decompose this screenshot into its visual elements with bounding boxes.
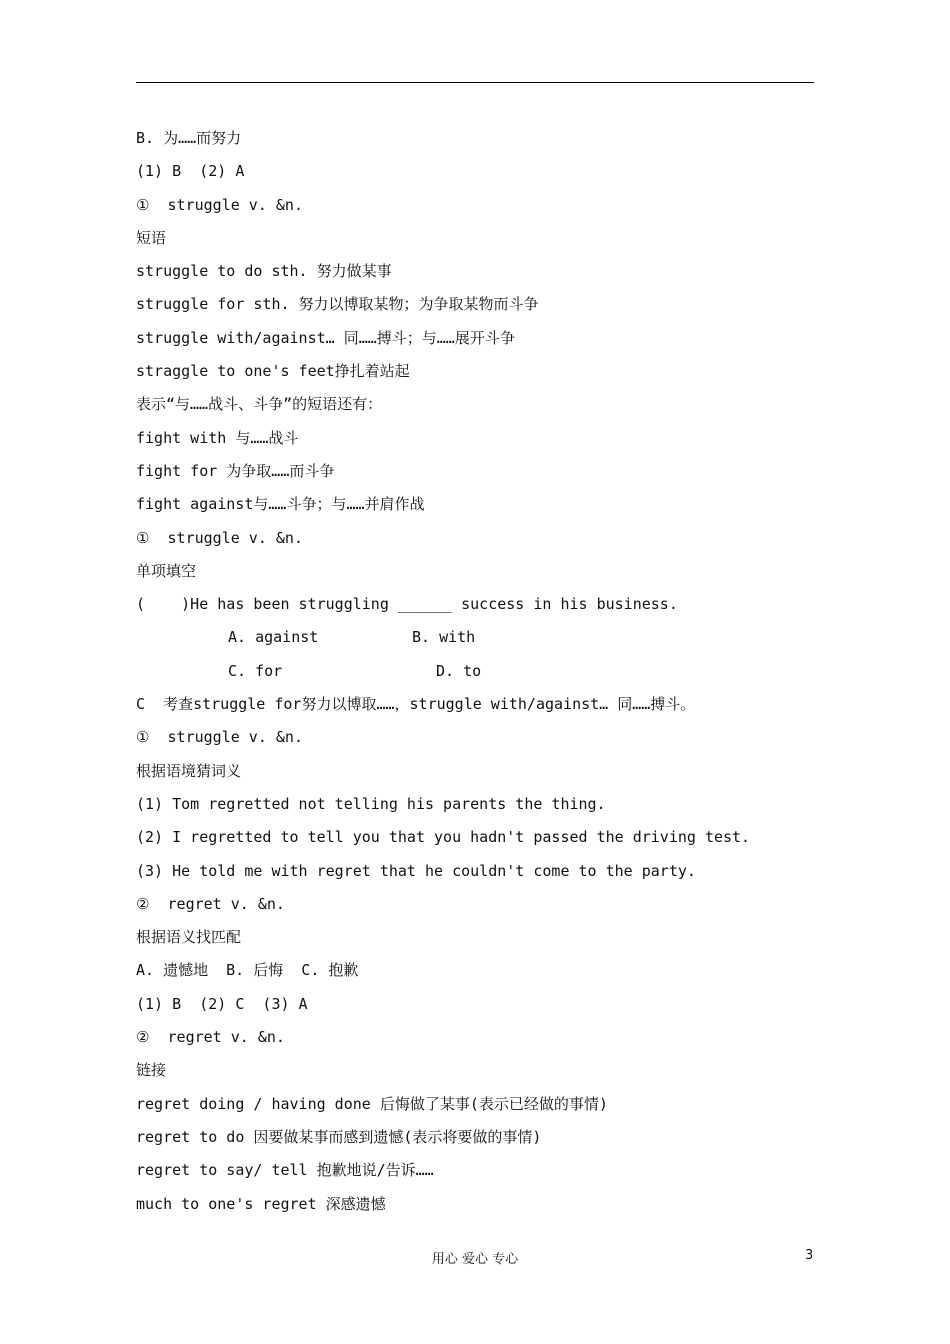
content-body (136, 122, 816, 1221)
text-line: ② regret v. &n. (136, 1028, 285, 1047)
text-line: regret doing / having done 后悔做了某事(表示已经做的事情) (136, 1094, 608, 1113)
footer-motto: 用心 爱心 专心 (431, 1252, 519, 1267)
header-rule (136, 82, 814, 83)
text-line: (1) B (2) C (3) A (136, 994, 308, 1013)
text-line: 单项填空 (136, 561, 197, 580)
text-line: ① struggle v. &n. (136, 528, 303, 547)
text-line: ① struggle v. &n. (136, 728, 303, 747)
text-line: 根据语义找匹配 (136, 928, 242, 947)
text-line: struggle to do sth. 努力做某事 (136, 262, 392, 281)
option-a: A. against (228, 628, 319, 647)
text-line: 表示“与……战斗、斗争”的短语还有： (136, 395, 383, 414)
question-line: ( )He has been struggling ______ success in his business. (136, 595, 678, 614)
text-line: 根据语境猜词义 (136, 761, 242, 780)
text-line: (1) B (2) A (136, 162, 245, 181)
text-line: 短语 (136, 228, 167, 247)
text-line: fight with 与……战斗 (136, 428, 299, 447)
text-line: fight for 为争取……而斗争 (136, 461, 335, 480)
options-row (136, 655, 816, 688)
text-line: regret to do 因要做某事而感到遗憾(表示将要做的事情) (136, 1127, 542, 1146)
text-line: (1) Tom regretted not telling his parents the thing. (136, 794, 606, 813)
text-line: much to one's regret 深感遗憾 (136, 1194, 386, 1213)
text-line: (2) I regretted to tell you that you hadn't passed the driving test. (136, 828, 751, 847)
text-line: regret to say/ tell 抱歉地说/告诉…… (136, 1161, 434, 1180)
text-line: (3) He told me with regret that he couldn't come to the party. (136, 861, 696, 880)
text-line: ① struggle v. &n. (136, 195, 303, 214)
text-line: straggle to one's feet挣扎着站起 (136, 362, 410, 381)
text-line: struggle with/against… 同……搏斗；与……展开斗争 (136, 328, 515, 347)
answer-line: C 考查struggle for努力以博取……，struggle with/against… 同……搏斗。 (136, 695, 696, 714)
text-line: ② regret v. &n. (136, 894, 285, 913)
text-line: fight against与……斗争；与……并肩作战 (136, 495, 425, 514)
options-row (136, 621, 816, 654)
option-c: C. for (228, 661, 283, 680)
text-line: A. 遗憾地 B. 后悔 C. 抱歉 (136, 961, 359, 980)
text-line: B. 为……而努力 (136, 129, 242, 147)
option-d: D. to (436, 661, 482, 680)
option-b: B. with (412, 628, 476, 647)
text-line: 链接 (136, 1061, 167, 1080)
page-number: 3 (805, 1248, 814, 1263)
text-line: struggle for sth. 努力以博取某物；为争取某物而斗争 (136, 295, 539, 314)
